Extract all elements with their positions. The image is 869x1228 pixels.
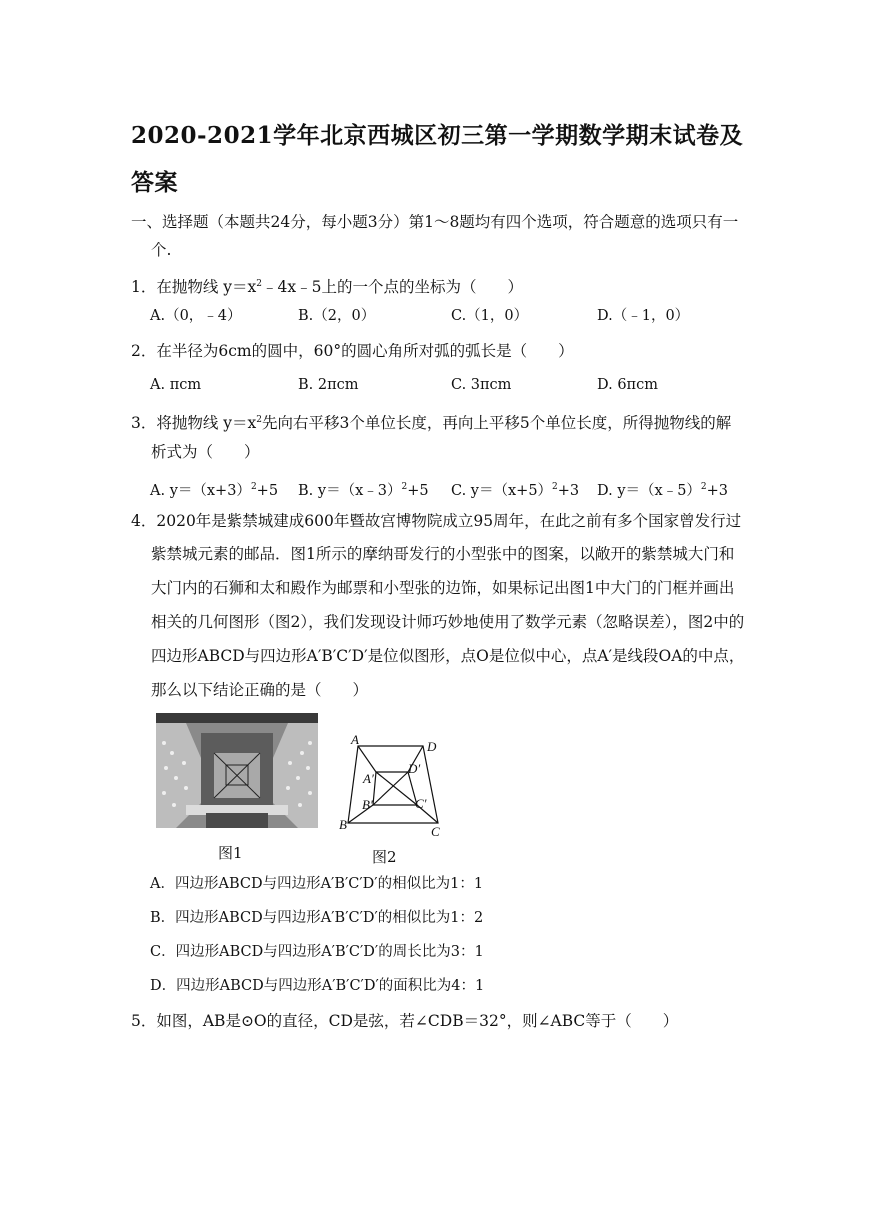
label-b-prime: B′	[362, 797, 373, 812]
q3-option-a-post: +5	[256, 482, 279, 499]
q3-option-d-pre: D. y＝（x﹣5）	[597, 482, 701, 499]
q1-option-d: D.（﹣1，0）	[597, 308, 690, 324]
q4-stem-line1: 4．2020年是紫禁城建成600年暨故宫博物院成立95周年，在此之前有多个国家曾发行过	[131, 512, 742, 530]
q3-option-d-sup: 2	[700, 482, 707, 492]
figure1-photo	[156, 713, 318, 828]
q3-option-b-pre: B. y＝（x﹣3）	[298, 482, 402, 499]
document-title: 2020-2021学年北京西城区初三第一学期数学期末试卷及答案	[131, 122, 744, 196]
q3-option-c-post: +3	[557, 482, 580, 499]
q2-stem: 2．在半径为6cm的圆中，60°的圆心角所对弧的弧长是（ ）	[131, 342, 574, 360]
figure1-caption: 图1	[218, 844, 243, 862]
q3-option-c	[451, 477, 579, 501]
label-d-prime: D′	[408, 761, 421, 776]
q3-option-d-post: +3	[706, 482, 729, 499]
q1-sup: 2	[256, 279, 263, 289]
q4-stem-line6: 那么以下结论正确的是（ ）	[151, 681, 369, 699]
q3-option-a-sup: 2	[250, 482, 257, 492]
q4-stem-line3: 大门内的石狮和太和殿作为邮票和小型张的边饰，如果标记出图1中大门的门框并画出	[151, 579, 735, 597]
q3-option-c-sup: 2	[552, 482, 558, 492]
label-c: C	[431, 824, 440, 839]
q2-option-a: A. πcm	[150, 377, 202, 393]
label-a: A	[351, 733, 359, 747]
label-a-prime: A′	[363, 771, 374, 786]
q2-option-c: C. 3πcm	[451, 377, 512, 393]
q1-option-c: C.（1，0）	[451, 308, 529, 324]
section-heading-line1: 一、选择题（本题共24分，每小题3分）第1～8题均有四个选项，符合题意的选项只有一	[131, 213, 739, 231]
q5-stem: 5．如图，AB是⊙O的直径，CD是弦，若∠CDB＝32°，则∠ABC等于（ ）	[131, 1012, 679, 1030]
section-heading-line2: 个.	[151, 241, 172, 259]
figure1-gate-image	[156, 713, 318, 828]
q3-option-b-post: +5	[407, 482, 429, 499]
q3-option-b	[298, 477, 429, 501]
q4-stem-line4: 相关的几何图形（图2），我们发现设计师巧妙地使用了数学元素（忽略误差），图2中的	[151, 613, 745, 631]
q4-stem-line5: 四边形ABCD与四边形A′B′C′D′是位似图形，点O是位似中心，点A′是线段OA的中点，	[151, 647, 745, 665]
q1-option-a: A.（0，﹣4）	[150, 308, 242, 324]
q3-stem	[131, 410, 731, 433]
q4-option-a: A．四边形ABCD与四边形A′B′C′D′的相似比为1：1	[150, 876, 484, 892]
figure2-caption: 图2	[372, 848, 397, 866]
q1-stem-a: 1．在抛物线 y＝x	[131, 278, 257, 297]
q3-stem-a: 3．将抛物线 y＝x	[131, 414, 257, 433]
q3-option-a	[150, 477, 278, 501]
q4-stem-line2: 紫禁城元素的邮品．图1所示的摩纳哥发行的小型张中的图案，以敞开的紫禁城大门和	[151, 545, 735, 563]
q3-stem-b: 先向右平移3个单位长度，再向上平移5个单位长度，所得抛物线的解	[262, 414, 732, 433]
q4-option-d: D．四边形ABCD与四边形A′B′C′D′的面积比为4：1	[150, 978, 485, 994]
q4-option-c: C．四边形ABCD与四边形A′B′C′D′的周长比为3：1	[150, 944, 484, 960]
q1-option-b: B.（2，0）	[298, 308, 376, 324]
q1-stem-b: ﹣4x﹣5上的一个点的坐标为（ ）	[262, 278, 523, 297]
q3-option-c-pre: C. y＝（x+5）	[451, 482, 553, 499]
figure2-diagram	[338, 733, 450, 843]
label-d: D	[427, 739, 437, 754]
q3-stem-line2: 析式为（ ）	[151, 443, 260, 461]
q2-option-d: D. 6πcm	[597, 377, 658, 393]
q3-option-b-sup: 2	[401, 482, 408, 492]
label-c-prime: C′	[415, 796, 427, 811]
label-b: B	[339, 817, 347, 832]
q4-option-b: B．四边形ABCD与四边形A′B′C′D′的相似比为1：2	[150, 910, 484, 926]
q3-option-d	[597, 477, 728, 501]
q1-stem	[131, 274, 523, 297]
q3-sup: 2	[256, 415, 263, 425]
q3-option-a-pre: A. y＝（x+3）	[150, 482, 251, 499]
q2-option-b: B. 2πcm	[298, 377, 359, 393]
